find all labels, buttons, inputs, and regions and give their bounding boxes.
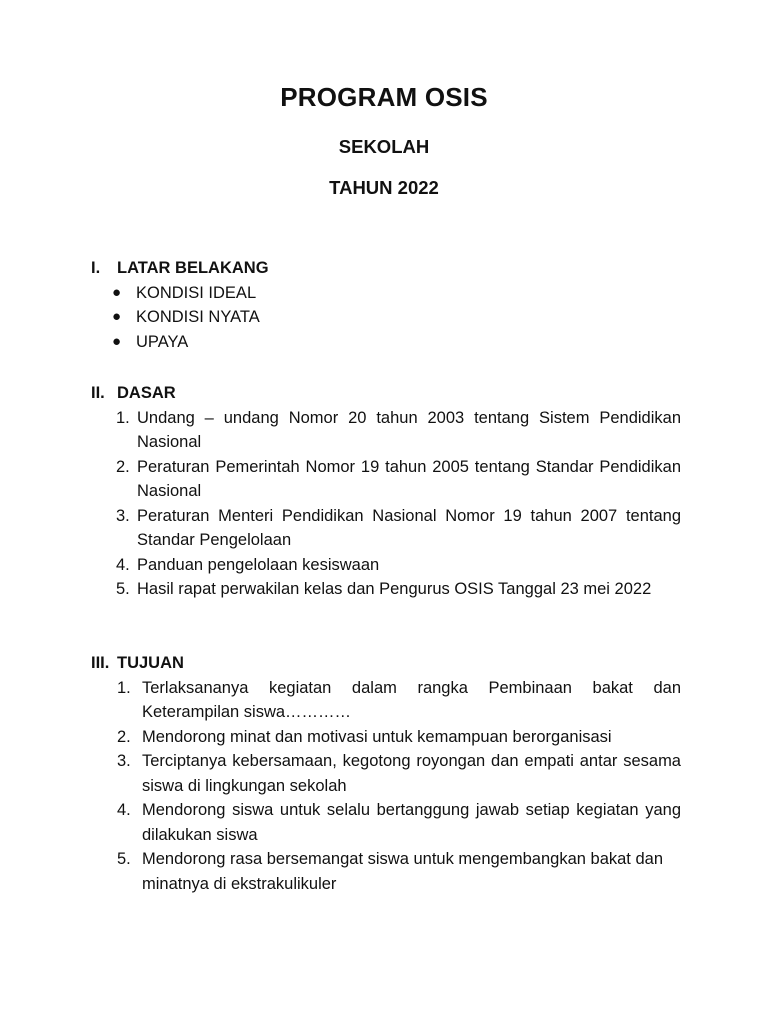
list-item-number: 5. xyxy=(116,580,130,598)
section-number: I. xyxy=(91,259,101,277)
list-item xyxy=(91,281,681,306)
list-item xyxy=(116,553,681,578)
list-item xyxy=(116,406,681,455)
section-tujuan xyxy=(91,651,681,896)
list-item-text: Mendorong siswa untuk selalu bertanggung jawab setiap kegiatan yang dilakukan siswa xyxy=(142,801,681,844)
numbered-list xyxy=(91,676,681,897)
list-item-text: Hasil rapat perwakilan kelas dan Pengurus OSIS Tanggal 23 mei 2022 xyxy=(137,580,652,598)
list-item-number: 3. xyxy=(117,752,131,770)
list-item-text: UPAYA xyxy=(136,332,189,351)
list-item xyxy=(91,330,681,355)
list-item-text: Peraturan Pemerintah Nomor 19 tahun 2005 tentang Standar Pendidikan Nasional xyxy=(137,457,681,500)
list-item-number: 2. xyxy=(116,457,130,476)
list-item-text: Peraturan Menteri Pendidikan Nasional Nomor 19 tahun 2007 tentang Standar Pengelolaan xyxy=(137,506,681,549)
list-item-text: Terlaksananya kegiatan dalam rangka Pembinaan bakat dan Keterampilan siswa………… xyxy=(142,678,681,721)
list-item-number: 4. xyxy=(116,555,130,574)
section-heading xyxy=(91,256,681,281)
document-subtitle-school: SEKOLAH xyxy=(338,136,430,157)
section-heading xyxy=(91,381,681,406)
list-item xyxy=(91,305,681,330)
numbered-list xyxy=(91,406,681,602)
section-heading xyxy=(91,651,681,676)
document-subtitle-year: TAHUN 2022 xyxy=(329,177,439,198)
section-number: III. xyxy=(91,654,110,672)
list-item xyxy=(116,455,681,504)
list-item xyxy=(117,847,681,896)
bullet-icon: ● xyxy=(112,283,122,301)
list-item-text: Mendorong minat dan motivasi untuk kemampuan berorganisasi xyxy=(142,727,612,746)
list-item-text: Terciptanya kebersamaan, kegotong royongan dan empati antar sesama siswa di lingkungan sekolah xyxy=(142,752,681,795)
bullet-icon: ● xyxy=(112,332,122,350)
section-dasar xyxy=(91,381,681,602)
list-item-number: 1. xyxy=(117,678,131,697)
bullet-list xyxy=(91,281,681,355)
list-item-number: 3. xyxy=(116,506,130,525)
list-item xyxy=(116,577,681,602)
bullet-icon: ● xyxy=(112,308,122,325)
list-item xyxy=(116,504,681,553)
list-item-text: Panduan pengelolaan kesiswaan xyxy=(137,555,380,574)
list-item xyxy=(117,749,681,798)
list-item-text: KONDISI NYATA xyxy=(136,308,260,326)
section-title: TUJUAN xyxy=(117,654,184,672)
list-item-number: 4. xyxy=(117,801,131,819)
list-item-number: 5. xyxy=(117,850,131,868)
list-item xyxy=(117,676,681,725)
section-number: II. xyxy=(91,384,105,402)
section-title: DASAR xyxy=(117,384,176,402)
section-title: LATAR BELAKANG xyxy=(117,259,269,277)
list-item xyxy=(117,725,681,750)
section-latar-belakang xyxy=(91,256,681,354)
list-item xyxy=(117,798,681,847)
list-item-number: 1. xyxy=(116,408,130,427)
document-title: PROGRAM OSIS xyxy=(280,82,488,112)
list-item-number: 2. xyxy=(117,727,131,746)
list-item-text: KONDISI IDEAL xyxy=(136,283,257,302)
list-item-text: Undang – undang Nomor 20 tahun 2003 tentang Sistem Pendidikan Nasional xyxy=(137,408,681,451)
list-item-text: Mendorong rasa bersemangat siswa untuk mengembangkan bakat dan minatnya di ekstrakulikuler xyxy=(142,850,663,893)
